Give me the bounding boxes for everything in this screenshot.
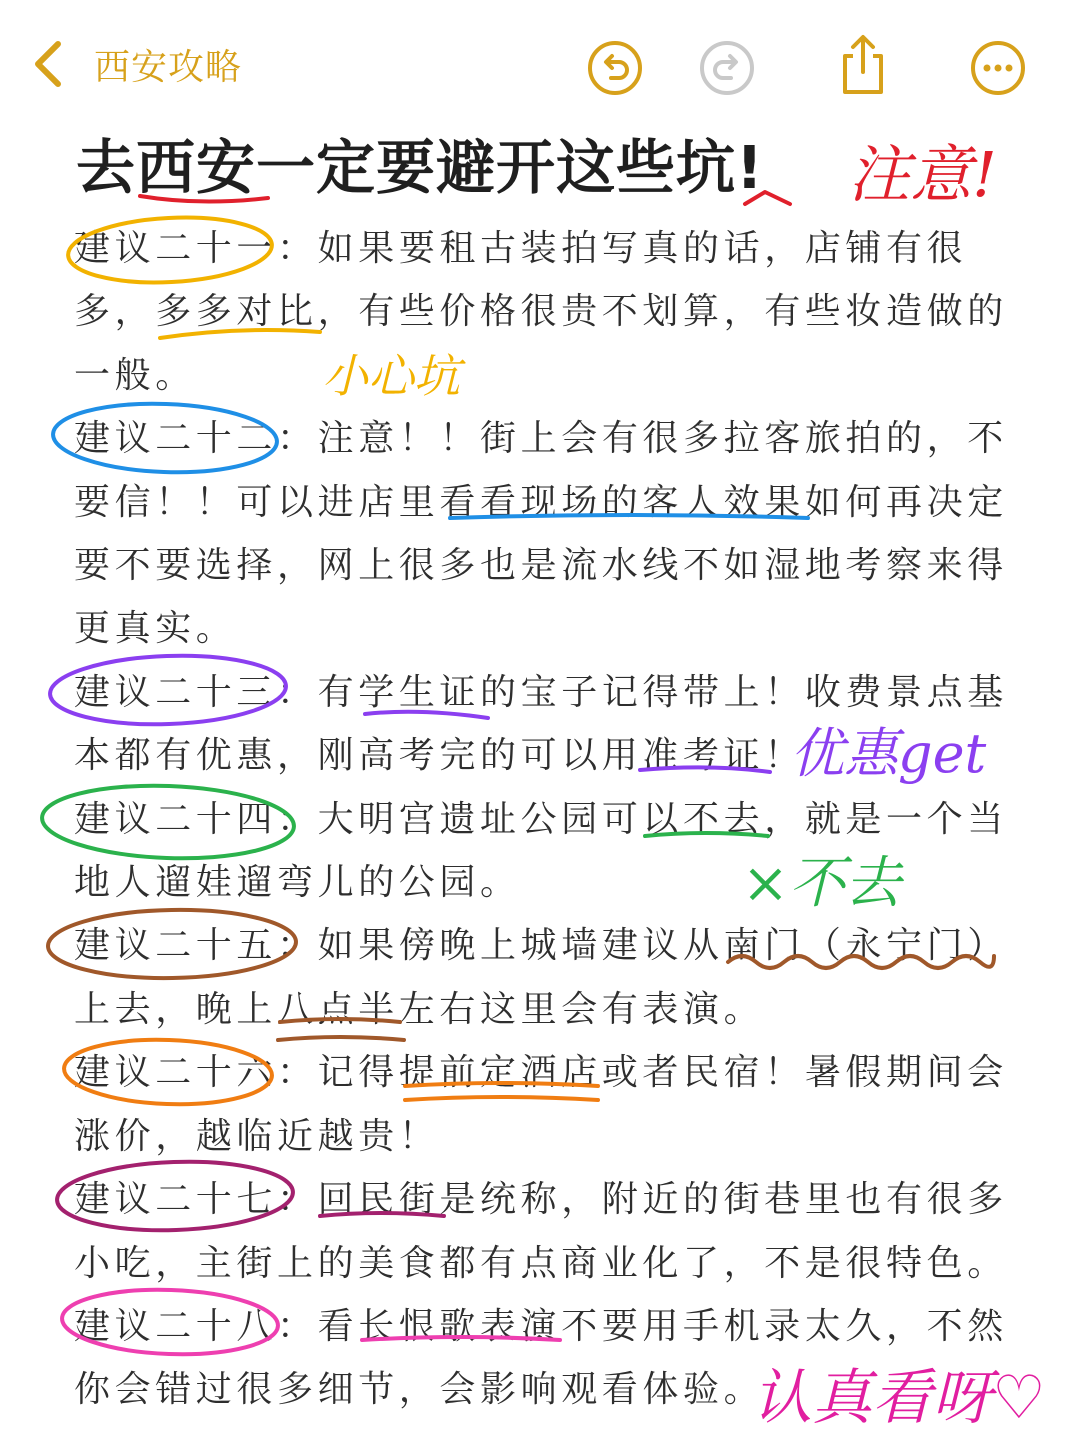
tip-text: ：如果要租古装拍写真的话，店铺有很多，多多对比，有些价格很贵不划算，有些妆造做的一般。 — [74, 228, 1008, 396]
top-toolbar — [0, 0, 1080, 120]
discount-annotation: 优惠get — [790, 722, 987, 785]
tip-label: 建议二十八 — [74, 1305, 278, 1347]
tip-paragraph — [74, 407, 1014, 661]
tip-label: 建议二十四 — [74, 798, 278, 840]
more-button[interactable] — [968, 38, 1028, 98]
tip-paragraph — [74, 661, 1014, 788]
tip-text: ：如果傍晚上城墙建议从南门（永宁门）上去，晚上八点半左右这里会有表演。 — [74, 925, 1008, 1030]
watch-carefully-annotation: 认真看呀♡ — [752, 1363, 1046, 1433]
attention-annotation: 注意! — [848, 138, 997, 211]
tip-label: 建议二十二 — [74, 418, 278, 460]
note-title[interactable]: 去西安一定要避开这些坑! — [76, 133, 764, 202]
tip-text: ：记得提前定酒店或者民宿！暑假期间会涨价，越临近越贵！ — [74, 1052, 1008, 1157]
tip-label: 建议二十三 — [74, 671, 278, 713]
tip-paragraph — [74, 1168, 1014, 1295]
tip-text: ：回民街是统称，附近的街巷里也有很多小吃，主街上的美食都有点商业化了，不是很特色。 — [74, 1179, 1008, 1284]
redo-icon — [697, 38, 757, 98]
tip-paragraph — [74, 1295, 1014, 1422]
redo-button[interactable] — [697, 38, 757, 98]
share-button[interactable] — [833, 32, 893, 92]
tip-label: 建议二十六 — [74, 1052, 278, 1094]
tip-text: ：注意！！街上会有很多拉客旅拍的，不要信！！可以进店里看看现场的客人效果如何再决定要不要选择，网上很多也是流水线不如湿地考察来得更真实。 — [74, 418, 1008, 650]
undo-button[interactable] — [585, 38, 645, 98]
tip-label: 建议二十七 — [74, 1179, 278, 1221]
undo-icon — [585, 38, 645, 98]
careful-pit-annotation: 小心坑 — [322, 349, 460, 403]
tip-label: 建议二十一 — [74, 228, 278, 269]
tip-paragraph — [74, 914, 1014, 1041]
tip-text: ：有学生证的宝子记得带上！收费景点基本都有优惠，刚高考完的可以用准考证！ — [74, 671, 1008, 777]
more-icon — [968, 38, 1028, 98]
note-body[interactable] — [74, 217, 1014, 1422]
tip-paragraph — [74, 788, 1014, 915]
chevron-left-icon — [28, 38, 68, 90]
tip-text: ：大明宫遗址公园可以不去，就是一个当地人遛娃遛弯儿的公园。 — [74, 798, 1008, 904]
tip-label: 建议二十五 — [74, 925, 278, 967]
tip-paragraph — [74, 217, 1014, 407]
dont-go-annotation: ×不去 — [742, 851, 901, 916]
share-icon — [833, 32, 893, 98]
back-label: 西安攻略 — [94, 46, 243, 88]
tip-text: ：看长恨歌表演不要用手机录太久，不然你会错过很多细节，会影响观看体验。 — [74, 1305, 1008, 1411]
tip-paragraph — [74, 1041, 1014, 1168]
back-button[interactable] — [28, 38, 242, 90]
